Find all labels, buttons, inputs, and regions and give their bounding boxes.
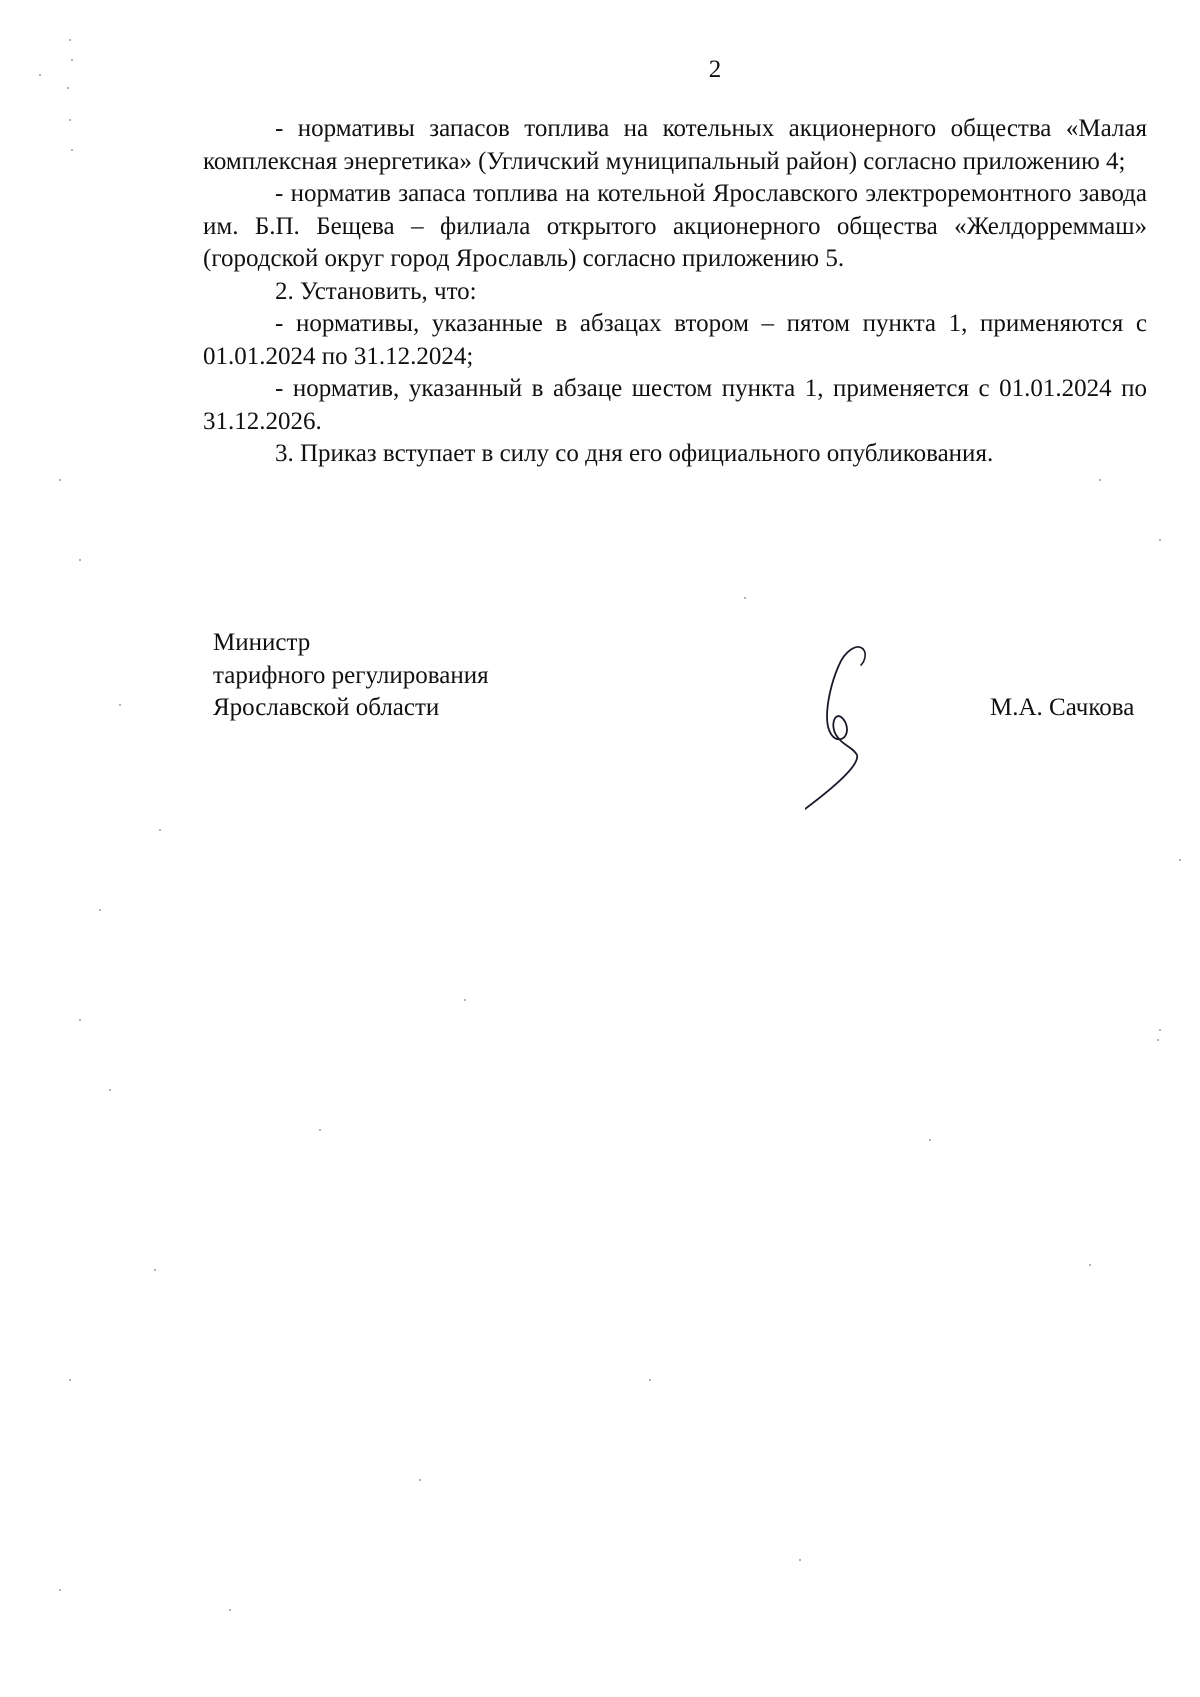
handwritten-signature	[805, 643, 885, 813]
position-line-2: тарифного регулирования	[213, 661, 489, 689]
page-number: 2	[708, 56, 722, 83]
paragraph-4: - нормативы, указанные в абзацах втором – пятом пункта 1, применяются с 01.01.2024 по 31.12.2024;	[203, 310, 1147, 370]
paragraph-5: - норматив, указанный в абзаце шестом пункта 1, применяется с 01.01.2024 по 31.12.2026.	[203, 375, 1147, 435]
paragraph-6: 3. Приказ вступает в силу со дня его официального опубликования.	[275, 440, 994, 467]
document-body	[203, 113, 1147, 471]
position-line-1: Министр	[213, 629, 311, 656]
signatory-name: М.А. Сачкова	[990, 694, 1135, 721]
paragraph-3: 2. Установить, что:	[275, 277, 477, 305]
paragraph-2: - норматив запаса топлива на котельной Ярославского электроремонтного завода им. Б.П. Бещева – филиала открытого акционерного общества «Желдорреммаш» (городской округ город Ярославль) согласно приложению 5.	[203, 180, 1147, 272]
paragraph-1: - нормативы запасов топлива на котельных акционерного общества «Малая комплексная энергетика» (Угличский муниципальный район) согласно приложению 4;	[203, 115, 1147, 175]
position-line-3: Ярославской области	[213, 694, 440, 721]
signatory-position	[213, 627, 489, 725]
